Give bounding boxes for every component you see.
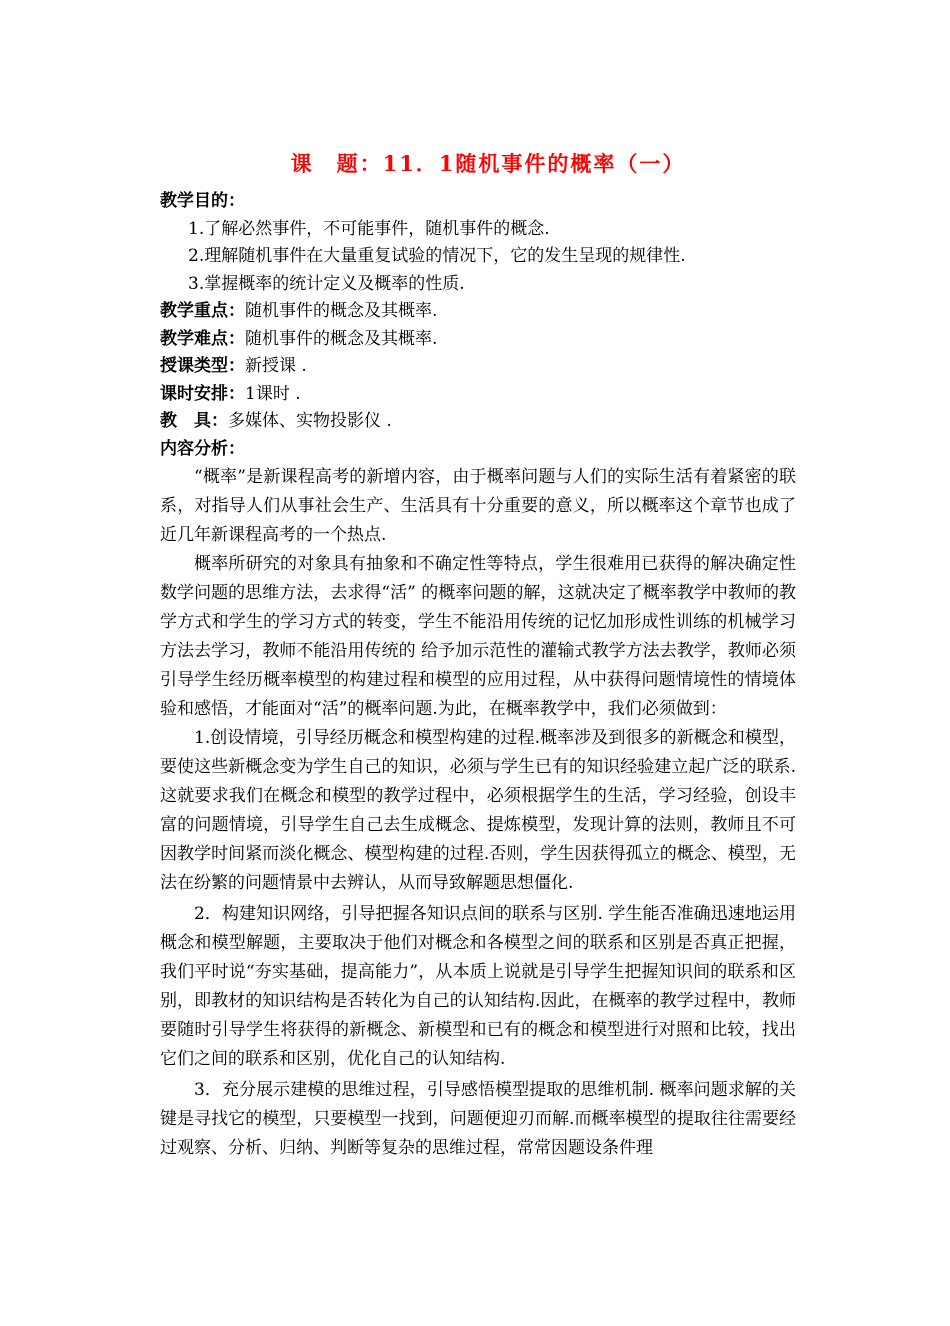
tools-value: 多媒体、实物投影仪 . (228, 411, 392, 431)
analysis-paragraph: 1.创设情境，引导经历概念和模型构建的过程.概率涉及到很多的新概念和模型，要使这些新概念变为学生自己的知识，必须与学生已有的知识经验建立起广泛的联系.这就要求我们在概念和模型的教学过程中，必须根据学生的生活，学习经验，创设丰富的问题情境，引导学生自己去生成概念、提炼模型，发现计算的法则，教师且不可因教学时间紧而淡化概念、模型构建的过程.否则，学生因获得孤立的概念、模型，无法在纷繁的问题情景中去辨认，从而导致解题思想僵化. (160, 728, 796, 893)
lesson-type-value: 新授课 . (245, 356, 307, 376)
analysis-label: 内容分析： (160, 438, 245, 459)
schedule-row (160, 381, 796, 409)
goals-label: 教学目的： (160, 191, 245, 211)
goals-heading (160, 188, 796, 216)
key-points-value: 随机事件的概念及其概率. (245, 301, 438, 321)
tools-label: 教 具： (160, 411, 228, 431)
goal-item: 3.掌握概率的统计定义及概率的性质. (188, 273, 465, 294)
page-title: 课 题：11．1随机事件的概率（一） (290, 151, 686, 176)
analysis-heading (160, 436, 796, 464)
schedule-value: 1课时 . (245, 383, 301, 404)
difficulties-label: 教学难点： (160, 328, 245, 349)
analysis-paragraph: 概率所研究的对象具有抽象和不确定性等特点，学生很难用已获得的解决确定性数学问题的思维方法，去求得“活” 的概率问题的解，这就决定了概率教学中教师的教学方式和学生的学习方式的转变，学生不能沿用传统的记忆加形成性训练的机械学习方法去学习，教师不能沿用传统的 给予加示范性的灌输式教学方法去教学，教师必须引导学生经历概率模型的构建过程和模型的应用过程，从中获得问题情境性的情境体验和感悟，才能面对“活”的概率问题.为此，在概率教学中，我们必须做到： (160, 554, 796, 719)
document-page (160, 150, 796, 1163)
lesson-type-label: 授课类型： (160, 356, 245, 376)
difficulties-value: 随机事件的概念及其概率. (245, 328, 438, 349)
schedule-label: 课时安排： (160, 383, 245, 404)
analysis-paragraph: “概率”是新课程高考的新增内容，由于概率问题与人们的实际生活有着紧密的联系，对指导人们从事社会生产、生活具有十分重要的意义，所以概率这个章节也成了近几年新课程高考的一个热点. (160, 467, 796, 545)
key-points-label: 教学重点： (160, 301, 245, 321)
difficulties-row (160, 326, 796, 354)
lesson-type-row (160, 353, 796, 381)
goal-item: 1.了解必然事件，不可能事件，随机事件的概念. (188, 218, 550, 239)
analysis-paragraph: 3．充分展示建模的思维过程，引导感悟模型提取的思维机制. 概率问题求解的关键是寻找它的模型，只要模型一找到，问题便迎刃而解.而概率模型的提取往往需要经过观察、分析、归纳、判断等复杂的思维过程，常常因题设条件理 (160, 1080, 796, 1158)
tools-row (160, 408, 796, 436)
analysis-paragraph: 2．构建知识网络，引导把握各知识点间的联系与区别. 学生能否准确迅速地运用概念和模型解题，主要取决于他们对概念和各模型之间的联系和区别是否真正把握，我们平时说“夯实基础，提高能力”，从本质上说就是引导学生把握知识间的联系和区别，即教材的知识结构是否转化为自己的认知结构.因此，在概率的教学过程中，教师要随时引导学生将获得的新概念、新模型和已有的概念和模型进行对照和比较，找出它们之间的联系和区别，优化自己的认知结构. (160, 904, 796, 1069)
key-points-row (160, 298, 796, 326)
goal-item: 2.理解随机事件在大量重复试验的情况下，它的发生呈现的规律性. (188, 246, 686, 266)
